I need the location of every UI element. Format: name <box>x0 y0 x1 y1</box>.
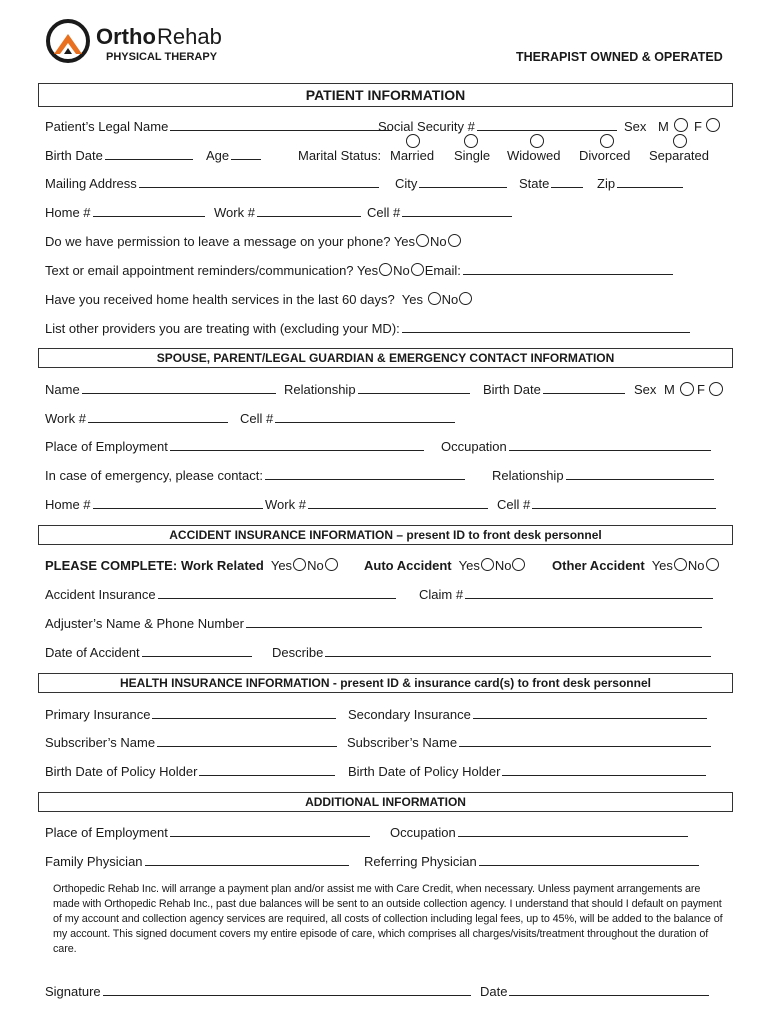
label: Birth Date of Policy Holder <box>348 764 501 779</box>
section-accident-insurance: ACCIDENT INSURANCE INFORMATION – present ID to front desk personnel <box>38 525 733 545</box>
sex-f-label: F <box>694 119 702 134</box>
home-phone-field[interactable] <box>45 205 205 220</box>
no-label: No <box>441 292 459 307</box>
label: Work Related <box>181 558 264 573</box>
home-health-yes-radio[interactable] <box>428 292 441 305</box>
spouse-sex-m-label: M <box>664 382 675 397</box>
accident-insurance-field[interactable] <box>45 587 396 602</box>
no-label: No <box>393 263 410 278</box>
label: Place of Employment <box>45 825 168 840</box>
label: Other Accident <box>552 558 645 573</box>
marital-married-label: Married <box>390 148 435 163</box>
question: Text or email appointment reminders/communication? <box>45 263 354 278</box>
secondary-insurance-field[interactable] <box>348 707 707 722</box>
section-health-insurance: HEALTH INSURANCE INFORMATION - present ID & insurance card(s) to front desk personnel <box>38 673 733 693</box>
date-field[interactable] <box>480 984 709 999</box>
logo-name-bold: Ortho <box>96 24 156 49</box>
logo <box>46 18 226 68</box>
email-field[interactable] <box>463 263 673 275</box>
marital-single-label: Single <box>454 148 491 163</box>
emergency-cell-field[interactable] <box>497 497 716 512</box>
label: Work # <box>214 205 255 220</box>
label: Secondary Insurance <box>348 707 471 722</box>
label: Cell # <box>240 411 274 426</box>
payment-policy-paragraph: Orthopedic Rehab Inc. will arrange a payment plan and/or assist me with Care Credit, when necessary. Unless payment arrangements are made with Orthopedic Rehab Inc., past due balances will be sent to an outside collection agency. I understand that should I default on payment of my account and collection agency services are required, all costs of collection including legal fees, up to 45%, will be added to the balance of my account. This signed document covers my entire episode of care, which comprises all charges/visits/treatment throughout the duration of care. <box>53 883 723 955</box>
label: Subscriber’s Name <box>45 735 156 750</box>
no-label: No <box>687 558 705 573</box>
spouse-sex-f-radio[interactable] <box>709 382 723 396</box>
patient-legal-name-field[interactable] <box>45 119 392 134</box>
marital-label: Marital Status: <box>298 148 382 163</box>
additional-employment-field[interactable] <box>45 825 370 840</box>
label: Referring Physician <box>364 854 477 869</box>
spouse-sex-f-label: F <box>697 382 705 397</box>
emergency-home-field[interactable] <box>45 497 263 512</box>
message-yes-radio[interactable] <box>416 234 429 247</box>
subscriber-name-2-field[interactable] <box>347 735 711 750</box>
label: Occupation <box>390 825 456 840</box>
auto-yes-radio[interactable] <box>481 558 494 571</box>
logo-tagline: PHYSICAL THERAPY <box>106 51 218 63</box>
yes-label: Yes <box>458 558 480 573</box>
marital-separated-label: Separated <box>649 148 709 163</box>
label: Cell # <box>497 497 531 512</box>
section-spouse-guardian: SPOUSE, PARENT/LEGAL GUARDIAN & EMERGENCY CONTACT INFORMATION <box>38 348 733 368</box>
mailing-address-field[interactable] <box>45 176 379 191</box>
no-label: No <box>307 558 324 573</box>
work-phone-field[interactable] <box>214 205 361 220</box>
label: Place of Employment <box>45 439 168 454</box>
primary-insurance-field[interactable] <box>45 707 336 722</box>
age-field[interactable] <box>206 148 261 163</box>
label: City <box>395 176 418 191</box>
additional-occupation-field[interactable] <box>390 825 688 840</box>
question: Have you received home health services in the last 60 days? <box>45 292 395 307</box>
spouse-employment-field[interactable] <box>45 439 424 454</box>
email-label: Email: <box>424 263 461 278</box>
message-permission-question <box>45 234 462 249</box>
spouse-sex-label: Sex <box>634 382 657 397</box>
label: Subscriber’s Name <box>347 735 458 750</box>
other-no-radio[interactable] <box>706 558 719 571</box>
cell-phone-field[interactable] <box>367 205 512 220</box>
home-health-no-radio[interactable] <box>459 292 472 305</box>
spouse-relationship-field[interactable] <box>284 382 470 397</box>
other-yes-radio[interactable] <box>674 558 687 571</box>
subscriber-name-field[interactable] <box>45 735 337 750</box>
birth-date-field[interactable] <box>45 148 193 163</box>
claim-field[interactable] <box>419 587 713 602</box>
spouse-sex-m-radio[interactable] <box>680 382 694 396</box>
label: Accident Insurance <box>45 587 156 602</box>
ssn-field[interactable] <box>378 119 617 134</box>
label: Birth Date <box>483 382 541 397</box>
yes-label: Yes <box>270 558 293 573</box>
spouse-cell-field[interactable] <box>240 411 455 426</box>
work-related-no-radio[interactable] <box>325 558 338 571</box>
label: Relationship <box>284 382 356 397</box>
label: Social Security # <box>378 119 475 134</box>
marital-single-radio[interactable] <box>464 134 478 148</box>
auto-accident-question <box>364 558 526 573</box>
yes-label: Yes <box>401 292 423 307</box>
yes-label: Yes <box>356 263 379 278</box>
label: Date <box>480 984 508 999</box>
logo-name-light: Rehab <box>157 24 222 49</box>
marital-separated-radio[interactable] <box>673 134 687 148</box>
marital-widowed-label: Widowed <box>507 148 561 163</box>
yes-label: Yes <box>393 234 416 249</box>
label: Home # <box>45 205 91 220</box>
label: Claim # <box>419 587 464 602</box>
no-label: No <box>494 558 512 573</box>
spouse-birth-date-field[interactable] <box>483 382 625 397</box>
label: Home # <box>45 497 91 512</box>
label: Age <box>206 148 230 163</box>
text-email-question <box>45 263 673 278</box>
label: Date of Accident <box>45 645 140 660</box>
label: Occupation <box>441 439 507 454</box>
section-additional-information: ADDITIONAL INFORMATION <box>38 792 733 812</box>
label: Family Physician <box>45 854 143 869</box>
label: Auto Accident <box>364 558 452 573</box>
yes-label: Yes <box>651 558 673 573</box>
label: Work # <box>45 411 86 426</box>
spouse-work-field[interactable] <box>45 411 228 426</box>
emergency-work-field[interactable] <box>265 497 488 512</box>
label: State <box>519 176 550 191</box>
city-field[interactable] <box>395 176 507 191</box>
referring-physician-field[interactable] <box>364 854 699 869</box>
zip-field[interactable] <box>597 176 683 191</box>
adjuster-field[interactable] <box>45 616 702 631</box>
state-field[interactable] <box>519 176 583 191</box>
emergency-relationship-field[interactable] <box>492 468 714 483</box>
label: In case of emergency, please contact: <box>45 468 263 483</box>
label: Birth Date <box>45 148 103 163</box>
label: Relationship <box>492 468 564 483</box>
logo-mark-icon <box>46 18 92 64</box>
sex-f-radio[interactable] <box>706 118 720 132</box>
spouse-occupation-field[interactable] <box>441 439 711 454</box>
other-accident-question <box>552 558 720 573</box>
home-health-question <box>45 292 473 307</box>
sex-m-radio[interactable] <box>674 118 688 132</box>
emergency-contact-field[interactable] <box>45 468 465 483</box>
label: Name <box>45 382 80 397</box>
policy-holder-birth-field[interactable] <box>45 764 335 779</box>
please-complete-label: PLEASE COMPLETE: <box>45 558 178 573</box>
marital-married-radio[interactable] <box>406 134 420 148</box>
header-right-text: THERAPIST OWNED & OPERATED <box>516 50 723 64</box>
marital-divorced-label: Divorced <box>579 148 631 163</box>
spouse-name-field[interactable] <box>45 382 276 397</box>
family-physician-field[interactable] <box>45 854 349 869</box>
label: Primary Insurance <box>45 707 151 722</box>
label: Patient’s Legal Name <box>45 119 169 134</box>
text-yes-radio[interactable] <box>379 263 392 276</box>
label: Describe <box>272 645 324 660</box>
other-providers-field[interactable] <box>45 321 690 336</box>
accident-describe-field[interactable] <box>272 645 711 660</box>
label: Birth Date of Policy Holder <box>45 764 198 779</box>
signature-field[interactable] <box>45 984 471 999</box>
marital-widowed-radio[interactable] <box>530 134 544 148</box>
sex-m-label: M <box>658 119 669 134</box>
work-related-question <box>181 558 339 573</box>
label: Signature <box>45 984 101 999</box>
label: Adjuster’s Name & Phone Number <box>45 616 244 631</box>
auto-no-radio[interactable] <box>512 558 525 571</box>
policy-holder-birth-2-field[interactable] <box>348 764 706 779</box>
label: List other providers you are treating with (excluding your MD): <box>45 321 400 336</box>
work-related-yes-radio[interactable] <box>293 558 306 571</box>
accident-date-field[interactable] <box>45 645 252 660</box>
marital-divorced-radio[interactable] <box>600 134 614 148</box>
label: Zip <box>597 176 616 191</box>
label: Work # <box>265 497 306 512</box>
question: Do we have permission to leave a message on your phone? <box>45 234 391 249</box>
label: Cell # <box>367 205 401 220</box>
label: Mailing Address <box>45 176 137 191</box>
section-patient-information: PATIENT INFORMATION <box>38 83 733 107</box>
message-no-radio[interactable] <box>448 234 461 247</box>
no-label: No <box>430 234 447 249</box>
sex-label: Sex <box>624 119 647 134</box>
text-no-radio[interactable] <box>411 263 424 276</box>
